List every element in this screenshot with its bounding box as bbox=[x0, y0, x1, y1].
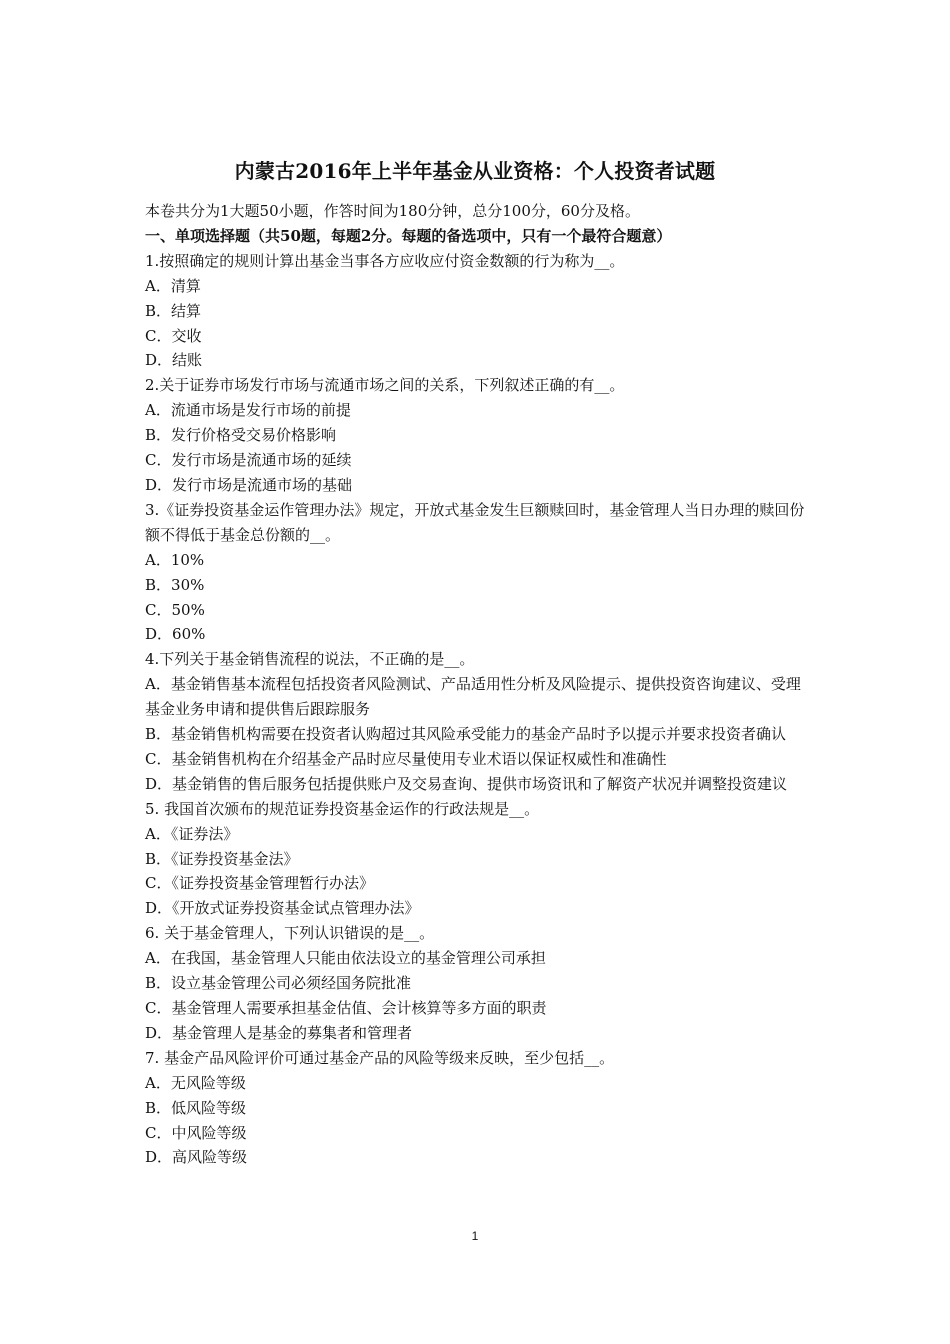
question-4 bbox=[145, 647, 810, 796]
question-6 bbox=[145, 921, 810, 1046]
section-heading: 一、单项选择题（共50题，每题2分。每题的备选项中，只有一个最符合题意） bbox=[145, 226, 672, 245]
option-d: D．60% bbox=[145, 625, 206, 644]
option-b: B．基金销售机构需要在投资者认购超过其风险承受能力的基金产品时予以提示并要求投资者确认 bbox=[145, 725, 787, 744]
option-a: A．无风险等级 bbox=[145, 1073, 246, 1092]
question-stem: 7. 基金产品风险评价可通过基金产品的风险等级来反映，至少包括__。 bbox=[145, 1048, 615, 1067]
question-3 bbox=[145, 498, 810, 647]
option-b: B．发行价格受交易价格影响 bbox=[145, 426, 337, 445]
option-d: D．结账 bbox=[145, 351, 203, 370]
option-a: A．在我国，基金管理人只能由依法设立的基金管理公司承担 bbox=[145, 949, 546, 968]
question-5 bbox=[145, 797, 810, 922]
question-1 bbox=[145, 249, 810, 374]
question-stem: 1.按照确定的规则计算出基金当事各方应收应付资金数额的行为称为__。 bbox=[145, 251, 625, 270]
option-c: C．交收 bbox=[145, 326, 202, 345]
option-b: B．结算 bbox=[145, 301, 202, 320]
option-c: C．《证券投资基金管理暂行办法》 bbox=[145, 874, 374, 893]
option-d: D．高风险等级 bbox=[145, 1148, 248, 1167]
question-stem: 2.关于证券市场发行市场与流通市场之间的关系，下列叙述正确的有__。 bbox=[145, 376, 625, 395]
exam-intro: 本卷共分为1大题50小题，作答时间为180分钟，总分100分，60分及格。 bbox=[145, 202, 640, 220]
question-stem: 5. 我国首次颁布的规范证券投资基金运作的行政法规是__。 bbox=[145, 799, 540, 818]
question-stem: 3.《证券投资基金运作管理办法》规定，开放式基金发生巨额赎回时，基金管理人当日办理的赎回份额不得低于基金总份额的__。 bbox=[145, 500, 805, 544]
option-a: A．流通市场是发行市场的前提 bbox=[145, 401, 351, 420]
option-a: A．《证券法》 bbox=[145, 824, 239, 843]
option-a: A．基金销售基本流程包括投资者风险测试、产品适用性分析及风险提示、提供投资咨询建议、受理基金业务申请和提供售后跟踪服务 bbox=[145, 675, 801, 719]
option-a: A．10% bbox=[145, 550, 205, 569]
option-b: B．低风险等级 bbox=[145, 1098, 247, 1117]
option-d: D．发行市场是流通市场的基础 bbox=[145, 475, 353, 494]
option-a: A．清算 bbox=[145, 276, 201, 295]
question-7 bbox=[145, 1046, 810, 1171]
option-d: D．基金销售的售后服务包括提供账户及交易查询、提供市场资讯和了解资产状况并调整投资建议 bbox=[145, 774, 788, 793]
option-c: C．50% bbox=[145, 600, 205, 619]
option-b: B．《证券投资基金法》 bbox=[145, 849, 299, 868]
question-stem: 6. 关于基金管理人，下列认识错误的是__。 bbox=[145, 924, 435, 943]
option-c: C．中风险等级 bbox=[145, 1123, 247, 1142]
option-b: B．30% bbox=[145, 575, 205, 594]
document-body bbox=[145, 199, 810, 1170]
page-number: 1 bbox=[471, 1229, 479, 1243]
question-2 bbox=[145, 373, 810, 498]
option-c: C．发行市场是流通市场的延续 bbox=[145, 451, 352, 470]
option-c: C．基金管理人需要承担基金估值、会计核算等多方面的职责 bbox=[145, 999, 547, 1017]
question-stem: 4.下列关于基金销售流程的说法，不正确的是__。 bbox=[145, 650, 475, 669]
document-title: 内蒙古2016年上半年基金从业资格：个人投资者试题 bbox=[234, 159, 716, 183]
option-d: D．《开放式证券投资基金试点管理办法》 bbox=[145, 899, 420, 918]
option-b: B．设立基金管理公司必须经国务院批准 bbox=[145, 974, 412, 993]
option-c: C．基金销售机构在介绍基金产品时应尽量使用专业术语以保证权威性和准确性 bbox=[145, 749, 667, 768]
option-d: D．基金管理人是基金的募集者和管理者 bbox=[145, 1023, 413, 1042]
